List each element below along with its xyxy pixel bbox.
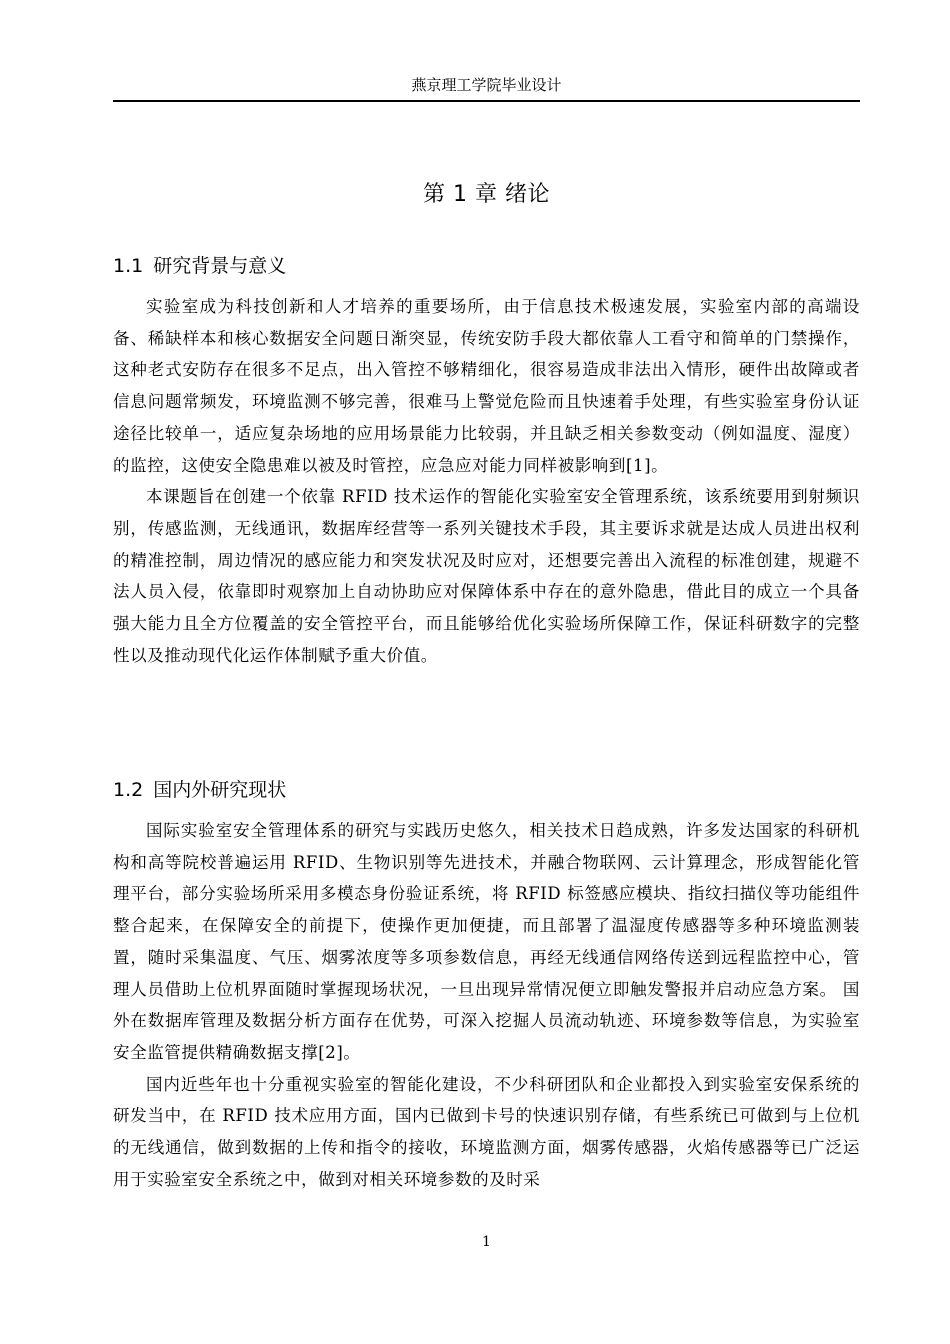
paragraph: 国内近些年也十分重视实验室的智能化建设，不少科研团队和企业都投入到实验室安保系统的研发当中，在 RFID 技术应用方面，国内已做到卡号的快速识别存储，有些系统已可做到与上位机的无线通信，做到数据的上传和指令的接收，环境监测方面，烟雾传感器，火焰传感器等已广泛运用于实验室安全系统之中，做到对相关环境参数的及时采: [113, 1074, 860, 1189]
section-number: 1.1: [113, 255, 144, 277]
running-header: 燕京理工学院毕业设计: [411, 76, 562, 94]
section-body-1-1: [113, 291, 860, 671]
section-title: 国内外研究现状: [153, 779, 287, 801]
paragraph: 实验室成为科技创新和人才培养的重要场所，由于信息技术极速发展，实验室内部的高端设备、稀缺样本和核心数据安全问题日渐突显，传统安防手段大都依靠人工看守和简单的门禁操作，这种老式安防存在很多不足点，出入管控不够精细化，很容易造成非法出入情形，硬件出故障或者信息问题常频发，环境监测不够完善，很难马上警觉危险而且快速着手处理，有些实验室身份认证途径比较单一，适应复杂场地的应用场景能力比较弱，并且缺乏相关参数变动（例如温度、湿度）的监控，这使安全隐患难以被及时管控，应急应对能力同样被影响到[1]。: [113, 297, 860, 475]
paragraph: 国际实验室安全管理体系的研究与实践历史悠久，相关技术日趋成熟，许多发达国家的科研机构和高等院校普遍运用 RFID、生物识别等先进技术，并融合物联网、云计算理念，形成智能化管理平台，部分实验场所采用多模态身份验证系统，将 RFID 标签感应模块、指纹扫描仪等功能组件整合起来，在保障安全的前提下，使操作更加便捷，而且部署了温湿度传感器等多种环境监测装置，随时采集温度、气压、烟雾浓度等多项参数信息，再经无线通信网络传送到远程监控中心，管理人员借助上位机界面随时掌握现场状况，一旦出现异常情况便立即触发警报并启动应急方案。 国外在数据库管理及数据分析方面存在优势，可深入挖掘人员流动轨迹、环境参数等信息，为实验室安全监管提供精确数据支撑[2]。: [113, 821, 860, 1062]
section-number: 1.2: [113, 779, 144, 801]
header-rule: [113, 100, 860, 102]
section-title: 研究背景与意义: [153, 255, 287, 277]
section-heading-1-2: [113, 777, 860, 803]
section-body-1-2: [113, 815, 860, 1195]
chapter-title: 第 1 章 绪论: [423, 182, 550, 207]
page-number: 1: [482, 1234, 491, 1250]
section-heading-1-1: [113, 253, 860, 279]
paragraph: 本课题旨在创建一个依靠 RFID 技术运作的智能化实验室安全管理系统，该系统要用到射频识别，传感监测，无线通讯，数据库经营等一系列关键技术手段，其主要诉求就是达成人员进出权利的精准控制，周边情况的感应能力和突发状况及时应对，还想要完善出入流程的标准创建，规避不法人员入侵，依靠即时观察加上自动协助应对保障体系中存在的意外隐患，借此目的成立一个具备强大能力且全方位覆盖的安全管控平台，而且能够给优化实验场所保障工作，保证科研数字的完整性以及推动现代化运作体制赋予重大价值。: [113, 487, 860, 665]
